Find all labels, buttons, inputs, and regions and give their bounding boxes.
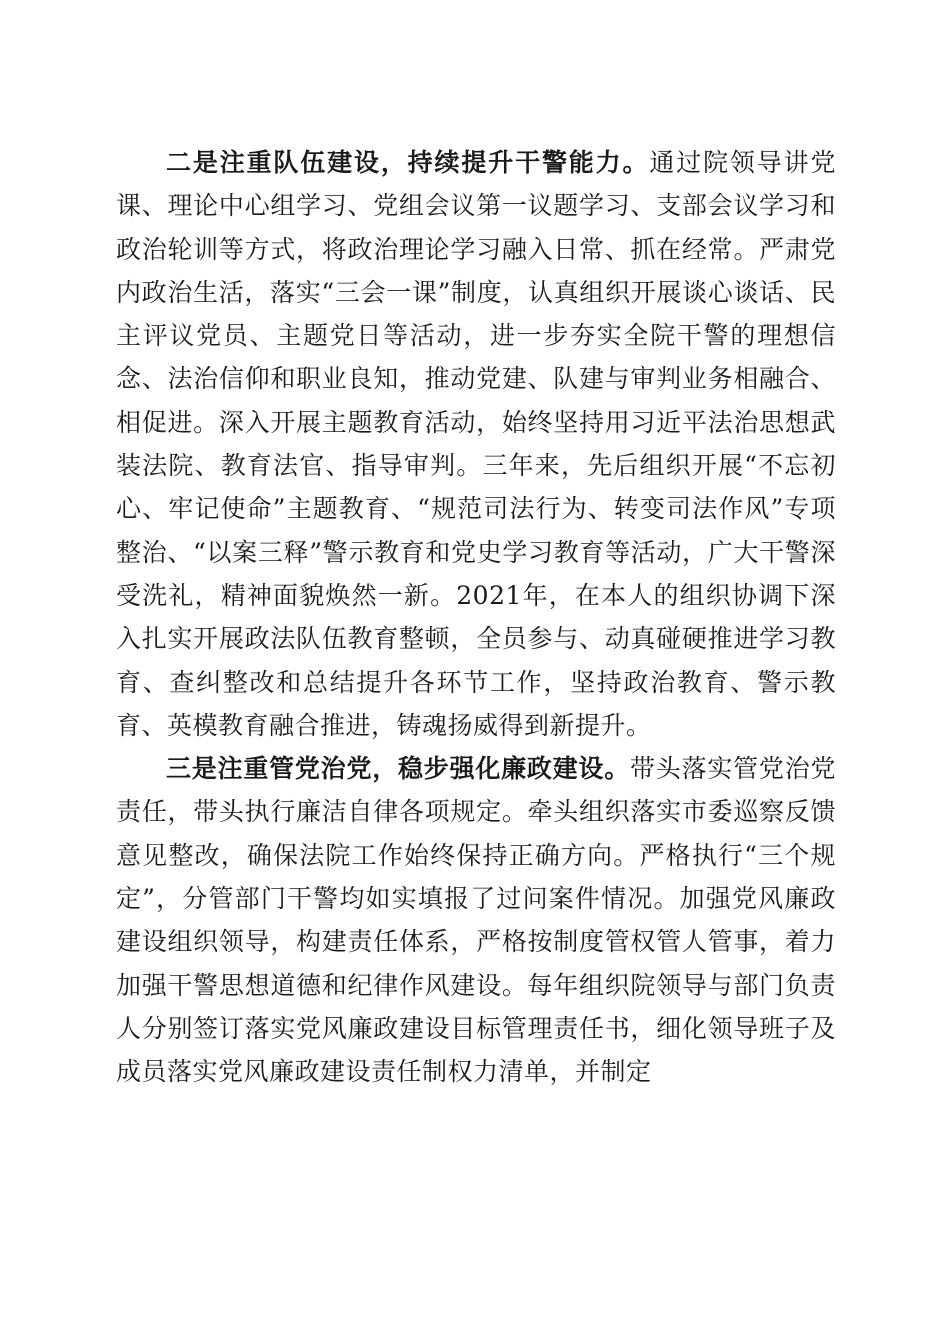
paragraph-body: 带头落实管党治党责任，带头执行廉洁自律各项规定。牵头组织落实市委巡察反馈意见整改，确保法院工作始终保持正确方向。严格执行“三个规定”，分管部门干警均如实填报了过问案件情况。加强党风廉政建设组织领导，构建责任体系，严格按制度管权管人管事，着力加强干警思想道德和纪律作风建设。每年组织院领导与部门负责人分别签订落实党风廉政建设目标管理责任书，细化领导班子及成员落实党风廉政建设责任制权力清单，并制定	[116, 754, 836, 1087]
paragraph-lead: 二是注重队伍建设，持续提升干警能力。	[166, 148, 650, 177]
paragraph-team-building	[116, 141, 836, 747]
paragraph-lead: 三是注重管党治党，稳步强化廉政建设。	[166, 754, 631, 784]
paragraph-party-governance	[116, 747, 836, 1093]
paragraph-body: 通过院领导讲党课、理论中心组学习、党组会议第一议题学习、支部会议学习和政治轮训等方式，将政治理论学习融入日常、抓在经常。严肃党内政治生活，落实“三会一课”制度，认真组织开展谈心谈话、民主评议党员、主题党日等活动，进一步夯实全院干警的理想信念、法治信仰和职业良知，推动党建、队建与审判业务相融合、相促进。深入开展主题教育活动，始终坚持用习近平法治思想武装法院、教育法官、指导审判。三年来，先后组织开展“不忘初心、牢记使命”主题教育、“规范司法行为、转变司法作风”专项整治、“以案三释”警示教育和党史学习教育等活动，广大干警深受洗礼，精神面貌焕然一新。2021年，在本人的组织协调下深入扎实开展政法队伍教育整顿，全员参与、动真碰硬推进学习教育、查纠整改和总结提升各环节工作，坚持政治教育、警示教育、英模教育融合推进，铸魂扬威得到新提升。	[116, 148, 836, 740]
document-body	[116, 141, 836, 1094]
